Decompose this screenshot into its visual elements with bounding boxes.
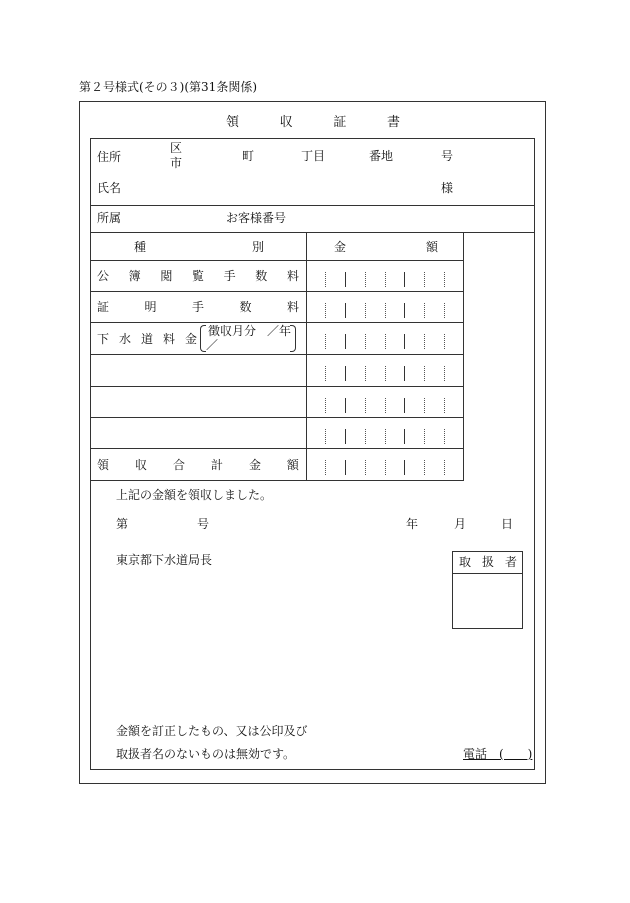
received-statement: 上記の金額を領収しました。 — [116, 488, 273, 502]
digit-separator-dotted — [424, 272, 425, 287]
handler-char: 者 — [504, 555, 517, 569]
table-column-divider — [306, 232, 307, 481]
row-char: 明 — [144, 300, 157, 314]
row-char: 額 — [286, 458, 299, 472]
row-char: 簿 — [128, 269, 141, 283]
table-row-line — [90, 448, 464, 449]
header-char: 金 — [334, 240, 347, 254]
row-char: 料 — [286, 269, 299, 283]
table-row-line — [90, 260, 464, 261]
digit-separator-solid — [404, 272, 405, 287]
digit-separator-solid — [345, 398, 346, 413]
digit-separator-dotted — [365, 460, 366, 475]
header-char: 別 — [251, 240, 264, 254]
digit-separator-dotted — [385, 429, 386, 444]
digit-separator-dotted — [325, 272, 326, 287]
digit-separator-solid — [345, 272, 346, 287]
digit-separator-dotted — [325, 398, 326, 413]
digit-separator-dotted — [365, 429, 366, 444]
digit-separator-dotted — [325, 334, 326, 349]
customer-number-label: お客様番号 — [226, 211, 287, 225]
digit-separator-dotted — [424, 398, 425, 413]
date-month: 月 — [454, 517, 467, 531]
digit-separator-dotted — [365, 272, 366, 287]
year-slash-label: ／年 — [267, 324, 292, 338]
phone-field: 電話 ( ) — [463, 747, 533, 761]
digit-separator-dotted — [424, 334, 425, 349]
row-char: 下 — [97, 332, 110, 346]
digit-separator-solid — [404, 460, 405, 475]
handler-char: 取 — [459, 555, 472, 569]
row-char: 料 — [162, 332, 175, 346]
handler-char: 扱 — [481, 555, 494, 569]
digit-separator-solid — [345, 303, 346, 318]
name-label: 氏名 — [97, 181, 122, 195]
digit-separator-dotted — [385, 460, 386, 475]
row-char: 領 — [97, 458, 110, 472]
digit-separator-dotted — [325, 429, 326, 444]
digit-separator-dotted — [424, 366, 425, 381]
banchi-label: 番地 — [369, 149, 394, 163]
row-char: 道 — [140, 332, 153, 346]
divider-name-affiliation — [90, 205, 535, 206]
digit-separator-dotted — [385, 398, 386, 413]
notice-line-1: 金額を訂正したもの、又は公印及び — [116, 724, 308, 738]
row-label-register-fee — [97, 270, 299, 282]
document-title — [226, 116, 400, 129]
number-suffix: 号 — [197, 517, 210, 531]
digit-separator-dotted — [444, 303, 445, 318]
header-char: 種 — [134, 240, 147, 254]
table-row-line — [90, 291, 464, 292]
row-label-sewer-fee — [97, 333, 197, 345]
digit-separator-dotted — [424, 429, 425, 444]
table-row-line — [90, 354, 464, 355]
row-char: 閲 — [160, 269, 173, 283]
digit-separator-dotted — [444, 460, 445, 475]
title-char: 収 — [279, 115, 293, 130]
issuer-name: 東京都下水道局長 — [116, 553, 213, 567]
digit-separator-dotted — [385, 334, 386, 349]
affiliation-label: 所属 — [97, 211, 122, 225]
digit-separator-solid — [345, 366, 346, 381]
digit-separator-solid — [404, 429, 405, 444]
digit-separator-dotted — [385, 303, 386, 318]
date-day: 日 — [501, 517, 514, 531]
digit-separator-dotted — [365, 398, 366, 413]
form-id: 第２号様式(その３)(第31条関係) — [79, 80, 257, 94]
digit-separator-dotted — [424, 303, 425, 318]
row-char: 合 — [172, 458, 185, 472]
digit-separator-dotted — [365, 334, 366, 349]
go-label: 号 — [441, 149, 454, 163]
row-label-certificate-fee — [97, 301, 299, 313]
title-char: 領 — [226, 115, 240, 130]
handler-label — [459, 556, 517, 568]
table-row-line — [90, 386, 464, 387]
digit-separator-dotted — [444, 334, 445, 349]
digit-separator-solid — [404, 398, 405, 413]
digit-separator-dotted — [365, 303, 366, 318]
digit-separator-solid — [404, 334, 405, 349]
header-amount — [334, 241, 438, 253]
table-row-line — [90, 322, 464, 323]
row-char: 料 — [286, 300, 299, 314]
collection-month-label: 徴収月分 — [208, 324, 257, 338]
header-kind — [134, 241, 264, 253]
digit-separator-dotted — [325, 303, 326, 318]
notice-line-2: 取扱者名のないものは無効です。 — [116, 747, 296, 761]
digit-separator-dotted — [325, 366, 326, 381]
digit-separator-dotted — [444, 429, 445, 444]
digit-separator-solid — [404, 366, 405, 381]
number-prefix: 第 — [116, 517, 129, 531]
digit-separator-solid — [345, 429, 346, 444]
title-char: 証 — [333, 115, 347, 130]
digit-separator-solid — [404, 303, 405, 318]
row-char: 公 — [97, 269, 110, 283]
row-char: 手 — [223, 269, 236, 283]
date-year: 年 — [406, 517, 419, 531]
row-char: 収 — [134, 458, 147, 472]
digit-separator-dotted — [444, 366, 445, 381]
row-char: 計 — [210, 458, 223, 472]
table-row-line — [90, 417, 464, 418]
chome-label: 丁目 — [301, 149, 326, 163]
row-char: 数 — [255, 269, 268, 283]
machi-label: 町 — [242, 149, 255, 163]
row-char: 覧 — [191, 269, 204, 283]
digit-separator-dotted — [424, 460, 425, 475]
row-char: 金 — [184, 332, 197, 346]
handler-box-divider — [452, 573, 523, 574]
digit-separator-solid — [345, 460, 346, 475]
address-label: 住所 — [97, 150, 122, 164]
header-char: 額 — [425, 240, 438, 254]
digit-separator-dotted — [365, 366, 366, 381]
row-char: 水 — [118, 332, 131, 346]
title-char: 書 — [386, 115, 400, 130]
row-char: 証 — [97, 300, 110, 314]
digit-separator-dotted — [444, 272, 445, 287]
digit-separator-solid — [345, 334, 346, 349]
ku-label: 区 — [170, 141, 183, 155]
digit-separator-dotted — [385, 366, 386, 381]
digit-separator-dotted — [325, 460, 326, 475]
row-label-total-amount — [97, 459, 299, 471]
month-slash-label: ／ — [206, 338, 219, 352]
honorific-label: 様 — [441, 181, 454, 195]
digit-separator-dotted — [444, 398, 445, 413]
row-char: 数 — [239, 300, 252, 314]
digit-separator-dotted — [385, 272, 386, 287]
shi-label: 市 — [170, 156, 183, 170]
row-char: 金 — [248, 458, 261, 472]
row-char: 手 — [191, 300, 204, 314]
